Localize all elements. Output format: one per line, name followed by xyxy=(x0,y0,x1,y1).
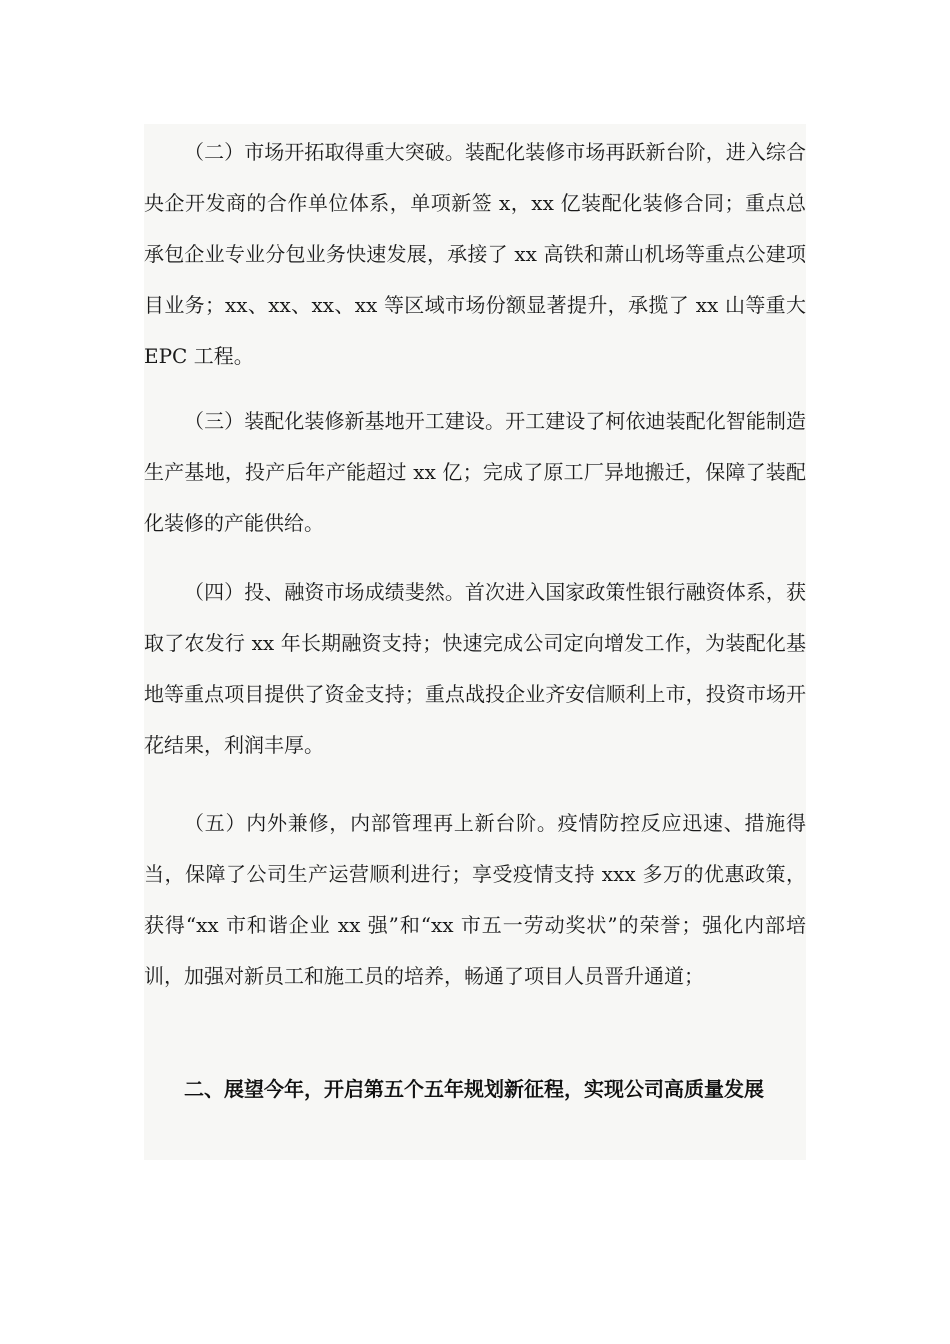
paragraph-internal-management: （五）内外兼修，内部管理再上新台阶。疫情防控反应迅速、措施得当，保障了公司生产运营顺利进行；享受疫情支持 xxx 多万的优惠政策，获得“xx 市和谐企业 xx 强”和“xx 市五一劳动奖状”的荣誉；强化内部培训，加强对新员工和施工员的培养，畅通了项目人员晋升通道； xyxy=(144,811,806,988)
section-heading: 二、展望今年，开启第五个五年规划新征程，实现公司高质量发展 xyxy=(184,1077,764,1101)
paragraph-new-base: （三）装配化装修新基地开工建设。开工建设了柯依迪装配化智能制造生产基地，投产后年产能超过 xx 亿；完成了原工厂异地搬迁，保障了装配化装修的产能供给。 xyxy=(144,409,806,535)
document-body xyxy=(144,124,806,1160)
paragraph-investment-financing: （四）投、融资市场成绩斐然。首次进入国家政策性银行融资体系，获取了农发行 xx 年长期融资支持；快速完成公司定向增发工作，为装配化基地等重点项目提供了资金支持；重点战投企业齐安信顺利上市，投资市场开花结果，利润丰厚。 xyxy=(144,580,806,757)
paragraph-market-expansion: （二）市场开拓取得重大突破。装配化装修市场再跃新台阶，进入综合央企开发商的合作单位体系，单项新签 x，xx 亿装配化装修合同；重点总承包企业专业分包业务快速发展，承接了 xx 高铁和萧山机场等重点公建项目业务；xx、xx、xx、xx 等区域市场份额显著提升，承揽了 xx 山等重大 EPC 工程。 xyxy=(144,140,806,368)
